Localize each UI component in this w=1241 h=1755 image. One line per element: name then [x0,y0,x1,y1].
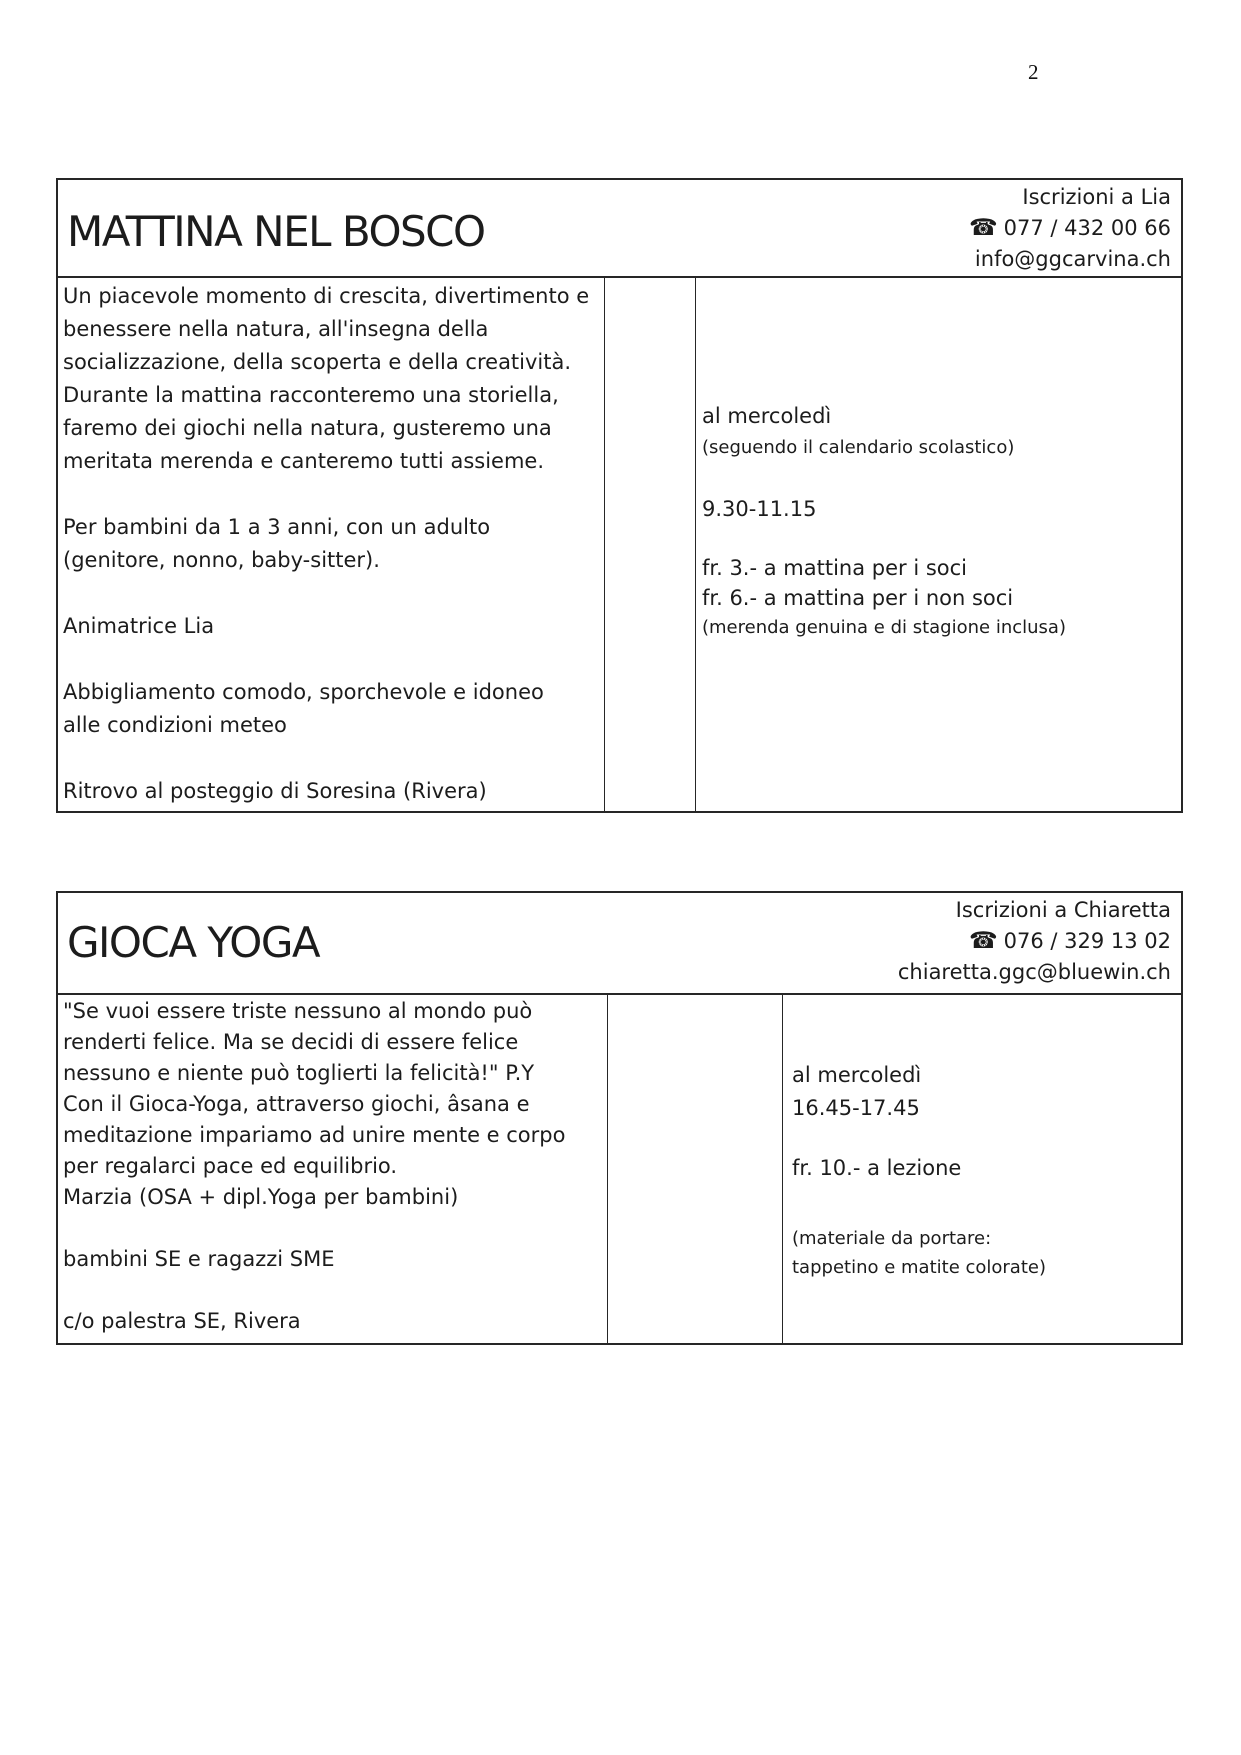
contact-name: Iscrizioni a Chiaretta [955,898,1171,922]
contact-phone-line [969,213,1171,244]
text-line: Ritrovo al posteggio di Soresina (Rivera) [63,779,487,803]
text-line: bambini SE e ragazzi SME [63,1247,335,1271]
text-line: meditazione impariamo ad unire mente e corpo [63,1123,566,1147]
activity-header [58,180,1181,278]
text-line: Animatrice Lia [63,614,215,638]
spacer [792,1125,1177,1152]
price-members: fr. 3.- a mattina per i soci [702,556,968,580]
contact-email: chiaretta.ggc@bluewin.ch [897,960,1171,984]
page-number: 2 [1028,60,1039,84]
text-line: c/o palestra SE, Rivera [63,1309,301,1333]
text-line: nessuno e niente può toglierti la felicità!" P.Y [63,1061,535,1085]
activity-schedule [696,278,1181,811]
text-line: Con il Gioca-Yoga, attraverso giochi, âsana e [63,1092,530,1116]
empty-cell [604,278,696,811]
contact-email: info@ggcarvina.ch [974,247,1171,271]
phone-icon: ☎ [968,928,998,954]
text-line: per regalarci pace ed equilibrio. [63,1154,398,1178]
materials-note-line1: (materiale da portare: [792,1228,992,1249]
text-line: (genitore, nonno, baby-sitter). [63,548,380,572]
text-line: meritata merenda e canteremo tutti assieme. [63,449,545,473]
activity-table-gioca-yoga [56,891,1183,1345]
materials-note-line2: tappetino e matite colorate) [792,1257,1046,1278]
empty-cell [607,995,783,1343]
text-line: Per bambini da 1 a 3 anni, con un adulto [63,515,491,539]
schedule-price: fr. 10.- a lezione [792,1156,962,1180]
text-line [63,643,600,676]
text-line: renderti felice. Ma se decidi di essere felice [63,1030,519,1054]
activity-header [58,893,1181,995]
text-line [63,742,600,775]
schedule-time: 9.30-11.15 [702,497,817,521]
activity-description [58,278,604,811]
text-line [63,478,600,511]
contact-name: Iscrizioni a Lia [1022,185,1171,209]
contact-phone-line [898,926,1171,957]
contact-phone: 076 / 329 13 02 [1003,929,1171,953]
contact-block [969,182,1171,275]
contact-block [898,895,1171,988]
text-line [63,1213,603,1244]
text-line [63,1275,603,1306]
schedule-time: 16.45-17.45 [792,1096,920,1120]
schedule-day-note: (seguendo il calendario scolastico) [702,437,1015,458]
text-line: alle condizioni meteo [63,713,287,737]
activity-table-mattina-nel-bosco [56,178,1183,813]
text-line: faremo dei giochi nella natura, gusteremo una [63,416,552,440]
title-gioca-yoga: GIOCA YOGA [67,918,320,967]
spacer [702,462,1177,493]
text-line: Durante la mattina racconteremo una storiella, [63,383,559,407]
text-line: Un piacevole momento di crescita, divertimento e [63,284,590,308]
spacer [702,526,1177,553]
activity-schedule [783,995,1181,1343]
text-line: Abbigliamento comodo, sporchevole e idoneo [63,680,544,704]
activity-body [58,995,1181,1343]
activity-description [58,995,607,1343]
text-line: "Se vuoi essere triste nessuno al mondo può [63,999,533,1023]
text-line: socializzazione, della scoperta e della creatività. [63,350,572,374]
title-mattina-nel-bosco: MATTINA NEL BOSCO [67,207,485,256]
spacer [792,1185,1177,1224]
price-non-members: fr. 6.- a mattina per i non soci [702,586,1014,610]
contact-phone: 077 / 432 00 66 [1003,216,1171,240]
price-note: (merenda genuina e di stagione inclusa) [702,617,1066,638]
text-line: Marzia (OSA + dipl.Yoga per bambini) [63,1185,459,1209]
text-line: benessere nella natura, all'insegna della [63,317,489,341]
phone-icon: ☎ [968,215,998,241]
activity-body [58,278,1181,811]
schedule-day: al mercoledì [702,404,832,428]
text-line [63,577,600,610]
schedule-day: al mercoledì [792,1063,922,1087]
